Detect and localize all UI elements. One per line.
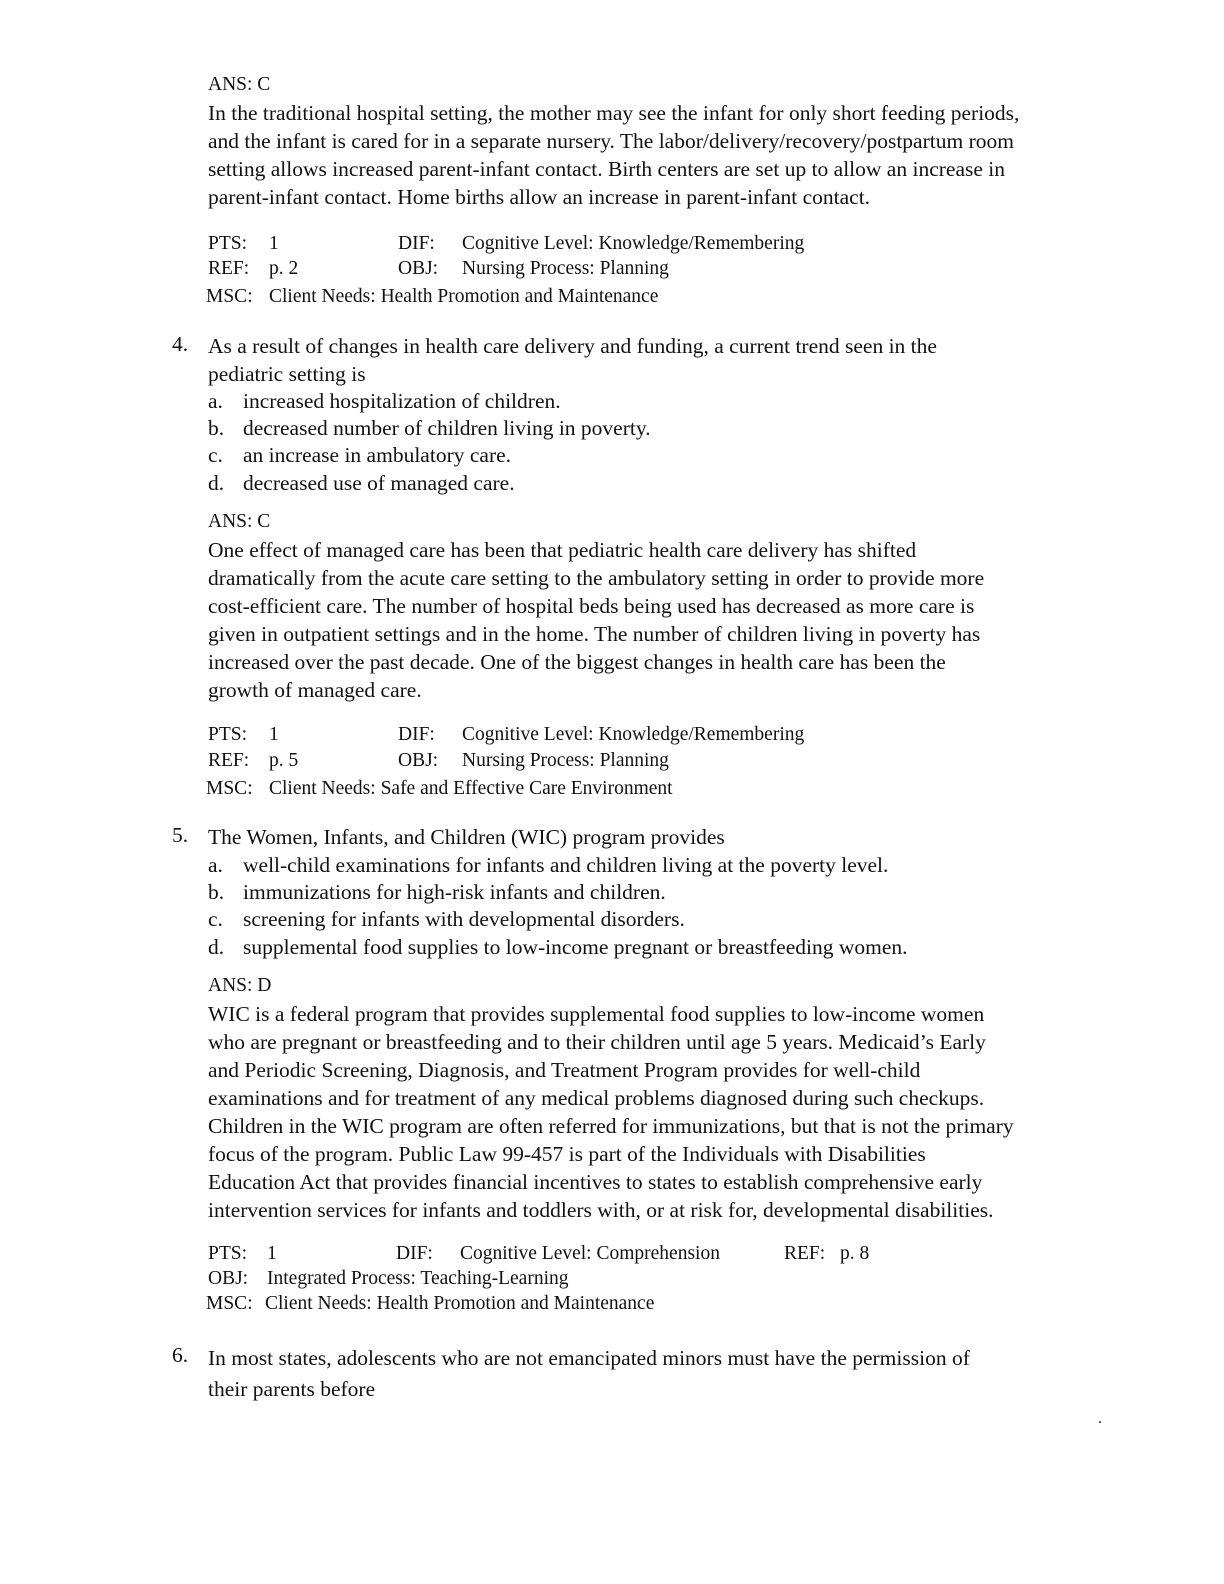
rationale-line: and Periodic Screening, Diagnosis, and Treatment Program provides for well-child [208,1058,921,1082]
rationale-line: growth of managed care. [208,678,422,702]
rationale-line: dramatically from the acute care setting to the ambulatory setting in order to provide more [208,566,985,590]
pts-value: 1 [267,1243,277,1264]
question-stem [208,332,937,388]
option-text: immunizations for high-risk infants and children. [243,880,666,904]
pts-value: 1 [269,233,279,254]
pts-label: PTS: [208,233,248,254]
option-letter: a. [208,853,223,877]
dif-value: Cognitive Level: Knowledge/Remembering [462,233,805,254]
rationale-line: who are pregnant or breastfeeding and to their children until age 5 years. Medicaid’s Early [208,1030,986,1054]
rationale-line: examinations and for treatment of any medical problems diagnosed during such checkups. [208,1086,985,1110]
ref-label: REF: [784,1243,826,1264]
option-letter: b. [208,416,225,440]
question-stem [208,1343,970,1405]
option-text: supplemental food supplies to low-income pregnant or breastfeeding women. [243,935,908,959]
rationale-line: In the traditional hospital setting, the mother may see the infant for only short feeding periods, [208,101,1020,125]
msc-label: MSC: [206,1293,253,1314]
obj-value: Integrated Process: Teaching-Learning [267,1268,569,1289]
ref-value: p. 5 [269,750,299,771]
answer-key: ANS: D [208,975,272,996]
rationale-line: intervention services for infants and toddlers with, or at risk for, developmental disabilities. [208,1198,994,1222]
msc-value: Client Needs: Health Promotion and Maintenance [269,286,659,307]
rationale [208,536,1108,704]
obj-label: OBJ: [208,1268,249,1289]
msc-label: MSC: [206,286,253,307]
question-number: 4. [172,332,189,356]
question-stem [208,823,725,851]
rationale-line: focus of the program. Public Law 99-457 is part of the Individuals with Disabilities [208,1142,926,1166]
rationale-line: Children in the WIC program are often referred for immunizations, but that is not the primary [208,1114,1014,1138]
option-text: screening for infants with developmental disorders. [243,907,685,931]
obj-value: Nursing Process: Planning [462,258,669,279]
rationale-line: given in outpatient settings and in the home. The number of children living in poverty has [208,622,981,646]
obj-label: OBJ: [398,750,439,771]
pts-label: PTS: [208,1243,248,1264]
pts-label: PTS: [208,724,248,745]
dif-label: DIF: [398,233,435,254]
option-letter: c. [208,907,223,931]
rationale-line: setting allows increased parent-infant contact. Birth centers are set up to allow an increase in [208,157,1005,181]
dif-value: Cognitive Level: Knowledge/Remembering [462,724,805,745]
question-stem-line: As a result of changes in health care delivery and funding, a current trend seen in the [208,334,937,358]
answer-key: ANS: C [208,74,271,95]
option-text: an increase in ambulatory care. [243,443,512,467]
obj-label: OBJ: [398,258,439,279]
option-text: decreased use of managed care. [243,471,515,495]
option-letter: d. [208,935,225,959]
dif-label: DIF: [398,724,435,745]
ref-value: p. 2 [269,258,299,279]
rationale-line: increased over the past decade. One of the biggest changes in health care has been the [208,650,946,674]
rationale [208,1000,1108,1224]
msc-value: Client Needs: Health Promotion and Maintenance [265,1293,655,1314]
option-letter: b. [208,880,225,904]
option-letter: c. [208,443,223,467]
answer-key: ANS: C [208,511,271,532]
dif-label: DIF: [396,1243,433,1264]
rationale-line: One effect of managed care has been that pediatric health care delivery has shifted [208,538,917,562]
dif-value: Cognitive Level: Comprehension [460,1243,720,1264]
question-stem-line: pediatric setting is [208,362,366,386]
option-letter: d. [208,471,225,495]
question-number: 5. [172,823,189,847]
rationale-line: cost-efficient care. The number of hospital beds being used has decreased as more care is [208,594,975,618]
option-text: well-child examinations for infants and children living at the poverty level. [243,853,889,877]
msc-value: Client Needs: Safe and Effective Care Environment [269,778,673,799]
option-text: increased hospitalization of children. [243,389,561,413]
msc-label: MSC: [206,778,253,799]
obj-value: Nursing Process: Planning [462,750,669,771]
question-stem-line: In most states, adolescents who are not emancipated minors must have the permission of [208,1346,970,1370]
rationale-line: parent-infant contact. Home births allow an increase in parent-infant contact. [208,185,871,209]
rationale-line: Education Act that provides financial incentives to states to establish comprehensive early [208,1170,983,1194]
rationale [208,99,1108,211]
option-text: decreased number of children living in poverty. [243,416,651,440]
ref-label: REF: [208,258,250,279]
rationale-line: and the infant is cared for in a separate nursery. The labor/delivery/recovery/postpartum room [208,129,1014,153]
option-letter: a. [208,389,223,413]
footer-mark: . [1098,1410,1102,1427]
pts-value: 1 [269,724,279,745]
question-stem-line: The Women, Infants, and Children (WIC) program provides [208,825,725,849]
question-number: 6. [172,1343,189,1367]
ref-value: p. 8 [840,1243,870,1264]
question-stem-line: their parents before [208,1377,376,1401]
ref-label: REF: [208,750,250,771]
rationale-line: WIC is a federal program that provides supplemental food supplies to low-income women [208,1002,985,1026]
